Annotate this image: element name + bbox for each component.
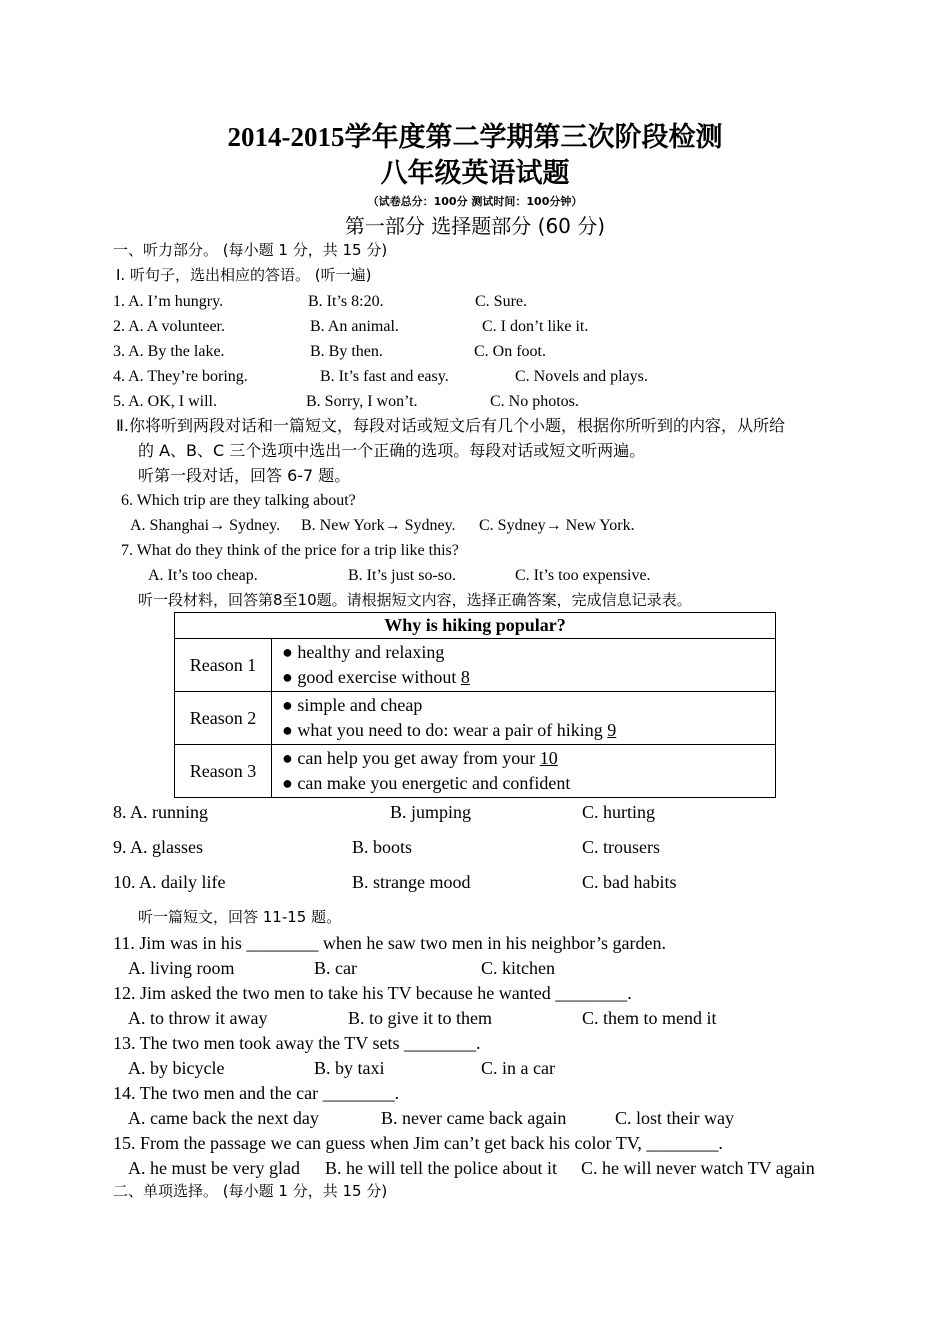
exam-subtitle: 八年级英语试题: [380, 158, 570, 188]
q6-option-a: A. Shanghai→ Sydney.: [130, 517, 281, 534]
subsection-2-line2: 的 A、B、C 三个选项中选出一个正确的选项。每段对话或短文听两遍。: [138, 441, 646, 460]
reason-line: ● simple and cheap: [282, 695, 423, 715]
q13-stem: 13. The two men took away the TV sets ________.: [113, 1033, 481, 1053]
passage-instruction: 听一篇短文，回答 11-15 题。: [138, 908, 342, 926]
subsection-2-line1: Ⅱ.你将听到两段对话和一篇短文，每段对话或短文后有几个小题，根据你所听到的内容，从所给: [116, 416, 785, 435]
blank-8: 8: [460, 667, 470, 687]
reason-label: Reason 3: [175, 745, 272, 798]
part-title: 第一部分 选择题部分 (60 分): [344, 214, 606, 238]
q14-option-b: B. never came back again: [381, 1108, 567, 1128]
exam-info: （试卷总分：100分 测试时间：100分钟）: [367, 195, 583, 208]
q9-option-c: C. trousers: [582, 837, 660, 857]
reason-content: [272, 745, 776, 798]
q12-option-b: B. to give it to them: [348, 1008, 492, 1028]
q7-option-b: B. It’s just so-so.: [348, 567, 457, 584]
dialog1-instruction: 听第一段对话，回答 6-7 题。: [138, 466, 351, 485]
reason-content: [272, 692, 776, 745]
q15-option-c: C. he will never watch TV again: [581, 1158, 815, 1178]
q9-option-a: 9. A. glasses: [113, 837, 203, 857]
q1-option-b: B. It’s 8:20.: [308, 293, 384, 310]
q2-option-a: 2. A. A volunteer.: [113, 318, 225, 335]
q11-option-b: B. car: [314, 958, 357, 978]
q10-option-c: C. bad habits: [582, 872, 677, 892]
section-heading-single-choice: 二、单项选择。 (每小题 1 分，共 15 分): [113, 1182, 388, 1200]
blank-10: 10: [539, 748, 558, 768]
q2-option-b: B. An animal.: [310, 318, 399, 335]
q7-option-a: A. It’s too cheap.: [148, 567, 258, 584]
section-heading-listening: 一、听力部分。 (每小题 1 分，共 15 分): [113, 241, 388, 259]
blank-9: 9: [607, 720, 617, 740]
q10-option-b: B. strange mood: [352, 872, 471, 892]
q5-option-c: C. No photos.: [490, 393, 579, 410]
q7-stem: 7. What do they think of the price for a trip like this?: [121, 542, 459, 559]
q10-option-a: 10. A. daily life: [113, 872, 226, 892]
material-instruction: 听一段材料，回答第8至10题。请根据短文内容，选择正确答案，完成信息记录表。: [138, 591, 692, 609]
q12-option-a: A. to throw it away: [128, 1008, 268, 1028]
q7-option-c: C. It’s too expensive.: [515, 567, 651, 584]
table-title: Why is hiking popular?: [175, 613, 776, 639]
q5-option-a: 5. A. OK, I will.: [113, 393, 217, 410]
q1-option-c: C. Sure.: [475, 293, 527, 310]
q15-option-b: B. he will tell the police about it: [325, 1158, 557, 1178]
q4-option-c: C. Novels and plays.: [515, 368, 648, 385]
reason-line: ● can help you get away from your 10: [282, 748, 558, 768]
reason-line: ● good exercise without 8: [282, 667, 470, 687]
q3-option-c: C. On foot.: [474, 343, 546, 360]
q13-option-c: C. in a car: [481, 1058, 555, 1078]
q8-option-b: B. jumping: [390, 802, 472, 822]
q15-option-a: A. he must be very glad: [128, 1158, 300, 1178]
table-row: [175, 745, 776, 798]
reason-line: ● can make you energetic and confident: [282, 773, 571, 793]
reason-label: Reason 1: [175, 639, 272, 692]
q12-stem: 12. Jim asked the two men to take his TV because he wanted ________.: [113, 983, 632, 1003]
q11-option-a: A. living room: [128, 958, 235, 978]
hiking-info-table: [174, 612, 776, 798]
q14-option-c: C. lost their way: [615, 1108, 734, 1128]
q3-option-b: B. By then.: [310, 343, 383, 360]
q4-option-b: B. It’s fast and easy.: [320, 368, 449, 385]
q5-option-b: B. Sorry, I won’t.: [306, 393, 418, 410]
q1-option-a: 1. A. I’m hungry.: [113, 293, 224, 310]
exam-title: 2014-2015学年度第二学期第三次阶段检测: [227, 122, 723, 152]
subsection-1-heading: Ⅰ. 听句子，选出相应的答语。 (听一遍): [116, 266, 372, 284]
q11-stem: 11. Jim was in his ________ when he saw two men in his neighbor’s garden.: [113, 933, 666, 953]
q3-option-a: 3. A. By the lake.: [113, 343, 225, 360]
reason-line: ● what you need to do: wear a pair of hiking 9: [282, 720, 617, 740]
q13-option-a: A. by bicycle: [128, 1058, 225, 1078]
reason-content: [272, 639, 776, 692]
q13-option-b: B. by taxi: [314, 1058, 385, 1078]
q6-option-b: B. New York→ Sydney.: [301, 517, 456, 534]
q11-option-c: C. kitchen: [481, 958, 555, 978]
q8-option-c: C. hurting: [582, 802, 656, 822]
q8-option-a: 8. A. running: [113, 802, 209, 822]
q4-option-a: 4. A. They’re boring.: [113, 368, 248, 385]
q12-option-c: C. them to mend it: [582, 1008, 717, 1028]
reason-label: Reason 2: [175, 692, 272, 745]
reason-line: ● healthy and relaxing: [282, 642, 445, 662]
q6-stem: 6. Which trip are they talking about?: [121, 492, 356, 509]
table-row: [175, 639, 776, 692]
q2-option-c: C. I don’t like it.: [482, 318, 589, 335]
table-row: [175, 692, 776, 745]
q14-option-a: A. came back the next day: [128, 1108, 319, 1128]
q9-option-b: B. boots: [352, 837, 413, 857]
q6-option-c: C. Sydney→ New York.: [479, 517, 635, 534]
q14-stem: 14. The two men and the car ________.: [113, 1083, 400, 1103]
q15-stem: 15. From the passage we can guess when Jim can’t get back his color TV, ________.: [113, 1133, 723, 1153]
